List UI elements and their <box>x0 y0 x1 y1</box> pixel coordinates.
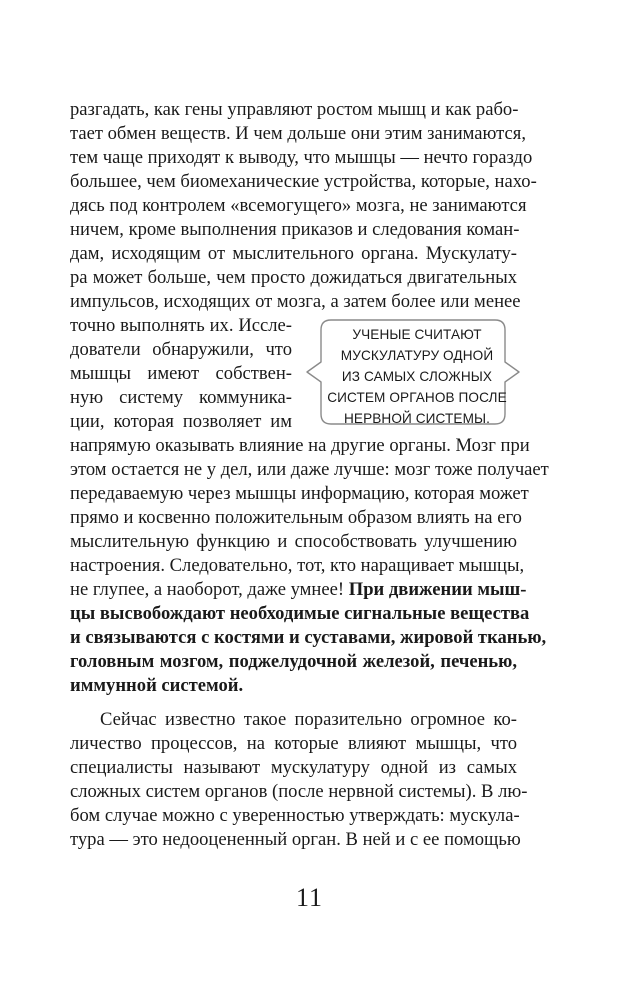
bold-text-line: головным мозгом, поджелудочной железой, печенью, <box>70 651 517 672</box>
text-line: тура — это недооцененный орган. В ней и с ее помощью <box>70 829 521 850</box>
text-line: дователи обнаружили, что <box>70 339 292 360</box>
bold-text-line: и связываются с костями и суставами, жировой тканью, <box>70 627 547 648</box>
text-line: ную систему коммуника- <box>70 387 292 408</box>
text-line: точно выполнять их. Иссле- <box>70 315 292 336</box>
page-number: 11 <box>295 883 324 912</box>
paragraph-first-line: Сейчас известно такое поразительно огромное ко- <box>100 709 517 730</box>
text-line: специалисты называют мускулатуру одной из самых <box>70 757 517 778</box>
text-line: сложных систем органов (после нервной системы). В лю- <box>70 781 528 802</box>
text-line: тем чаще приходят к выводу, что мышцы — нечто гораздо <box>70 147 533 168</box>
text-line: напрямую оказывать влияние на другие органы. Мозг при <box>70 435 530 456</box>
text-line: импульсов, исходящих от мозга, а затем более или менее <box>70 291 521 312</box>
text-segment: не глупее, а наоборот, даже умнее! <box>70 579 349 600</box>
callout-line: ИЗ САМЫХ СЛОЖНЫХ <box>341 369 493 384</box>
callout-line: МУСКУЛАТУРУ ОДНОЙ <box>340 348 494 363</box>
text-line: разгадать, как гены управляют ростом мышц и как рабо- <box>70 99 519 120</box>
text-line: ра может больше, чем просто дожидаться двигательных <box>70 267 517 288</box>
callout-line: НЕРВНОЙ СИСТЕМЫ. <box>343 411 490 426</box>
text-line: прямо и косвенно положительным образом влиять на его <box>70 507 522 528</box>
bold-text-line: иммунной системой. <box>70 675 244 696</box>
text-line: этом остается не у дел, или даже лучше: мозг тоже получает <box>70 459 549 480</box>
text-line: ции, которая позволяет им <box>70 411 292 432</box>
text-line: настроения. Следовательно, тот, кто наращивает мышцы, <box>70 555 525 576</box>
text-line: бом случае можно с уверенностью утверждать: мускула- <box>70 805 520 826</box>
text-line: тает обмен веществ. И чем дольше они этим занимаются, <box>70 123 526 144</box>
callout-line: УЧЕНЫЕ СЧИТАЮТ <box>352 327 482 342</box>
text-line: личество процессов, на которые влияют мышцы, что <box>70 733 517 754</box>
text-line <box>70 578 527 602</box>
pull-quote-callout <box>305 318 523 426</box>
bold-text-line: цы высвобождают необходимые сигнальные вещества <box>70 603 530 624</box>
bold-text-segment: При движении мыш- <box>348 579 527 600</box>
text-line: мыслительную функцию и способствовать улучшению <box>70 531 517 552</box>
callout-text <box>327 324 507 429</box>
text-line: ничем, кроме выполнения приказов и следования коман- <box>70 219 520 240</box>
callout-line: СИСТЕМ ОРГАНОВ ПОСЛЕ <box>327 390 507 405</box>
text-line: дам, исходящим от мыслительного органа. Мускулату- <box>70 243 517 264</box>
text-line: передаваемую через мышцы информацию, которая может <box>70 483 529 504</box>
text-line: дясь под контролем «всемогущего» мозга, не занимаются <box>70 195 527 216</box>
text-line: мышцы имеют собствен- <box>70 363 292 384</box>
text-line: большее, чем биомеханические устройства, которые, нахо- <box>70 171 537 192</box>
